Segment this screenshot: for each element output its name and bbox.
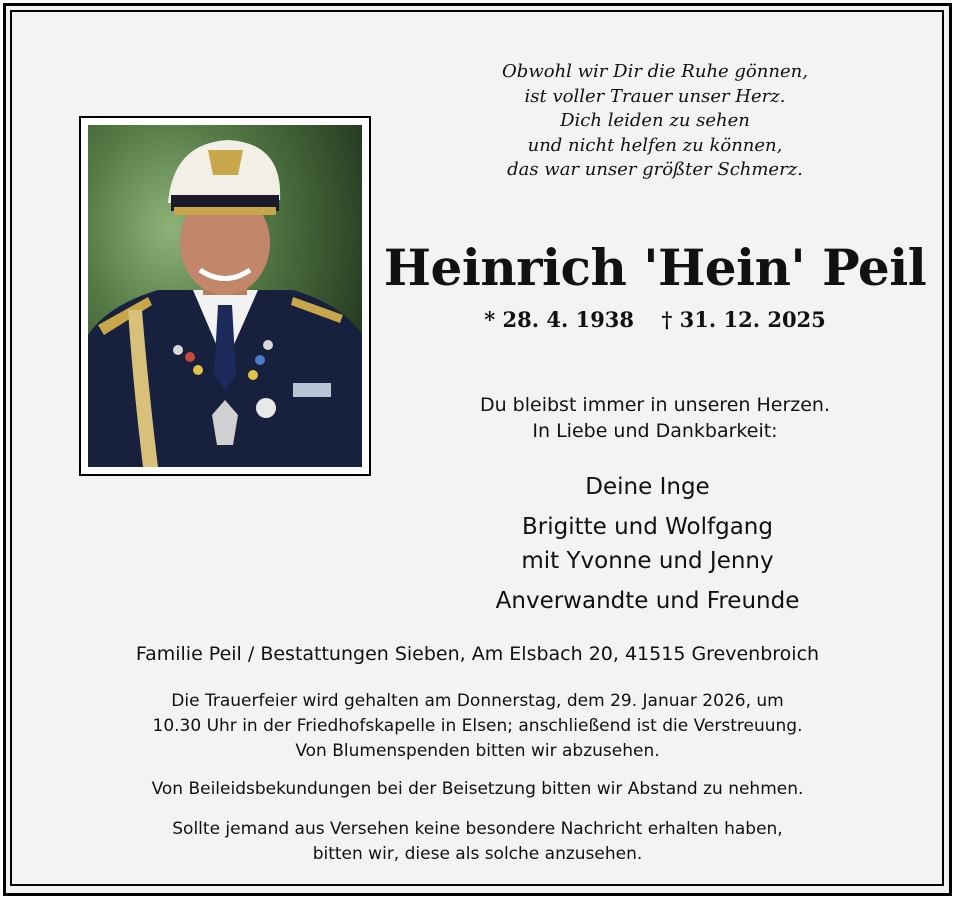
no-notice-note <box>0 817 955 867</box>
condolence-notice: Von Beileidsbekundungen bei der Beisetzung bitten wir Abstand zu nehmen. <box>151 779 804 799</box>
poem-line: Dich leiden zu sehen <box>560 110 750 131</box>
deceased-name: Heinrich 'Hein' Peil <box>383 238 927 297</box>
mourner-grandchildren: mit Yvonne und Jenny <box>521 548 774 574</box>
portrait-photo <box>88 125 362 467</box>
poem-line: und nicht helfen zu können, <box>527 134 783 156</box>
notice-line: Sollte jemand aus Versehen keine besondere Nachricht erhalten haben, <box>172 819 783 839</box>
mourner-spouse: Deine Inge <box>585 474 710 500</box>
portrait-illustration <box>88 125 362 467</box>
remembrance-line: In Liebe und Dankbarkeit: <box>532 420 778 442</box>
remembrance-line: Du bleibst immer in unseren Herzen. <box>479 394 831 416</box>
notice-line: Die Trauerfeier wird gehalten am Donnerstag, dem 29. Januar 2026, um <box>171 691 784 711</box>
mourner-relatives: Anverwandte und Freunde <box>495 588 800 614</box>
funeral-notice <box>0 689 955 764</box>
mourner-children: Brigitte und Wolfgang <box>521 514 773 540</box>
poem-line: das war unser größter Schmerz. <box>507 159 803 180</box>
notice-line: Von Blumenspenden bitten wir abzusehen. <box>295 741 660 761</box>
family-address: Familie Peil / Bestattungen Sieben, Am Elsbach 20, 41515 Grevenbroich <box>135 643 820 665</box>
notice-line: bitten wir, diese als solche anzusehen. <box>312 844 643 864</box>
death-date: † 31. 12. 2025 <box>661 307 826 332</box>
poem-line: Obwohl wir Dir die Ruhe gönnen, <box>502 61 808 82</box>
notice-line: 10.30 Uhr in der Friedhofskapelle in Elsen; anschließend ist die Verstreuung. <box>152 716 803 736</box>
mourners-list <box>400 470 895 618</box>
poem <box>450 60 860 183</box>
life-dates <box>450 307 860 332</box>
poem-line: ist voller Trauer unser Herz. <box>524 85 786 107</box>
portrait-frame <box>79 116 371 476</box>
remembrance-text <box>400 392 910 444</box>
birth-date: * 28. 4. 1938 <box>484 307 635 332</box>
